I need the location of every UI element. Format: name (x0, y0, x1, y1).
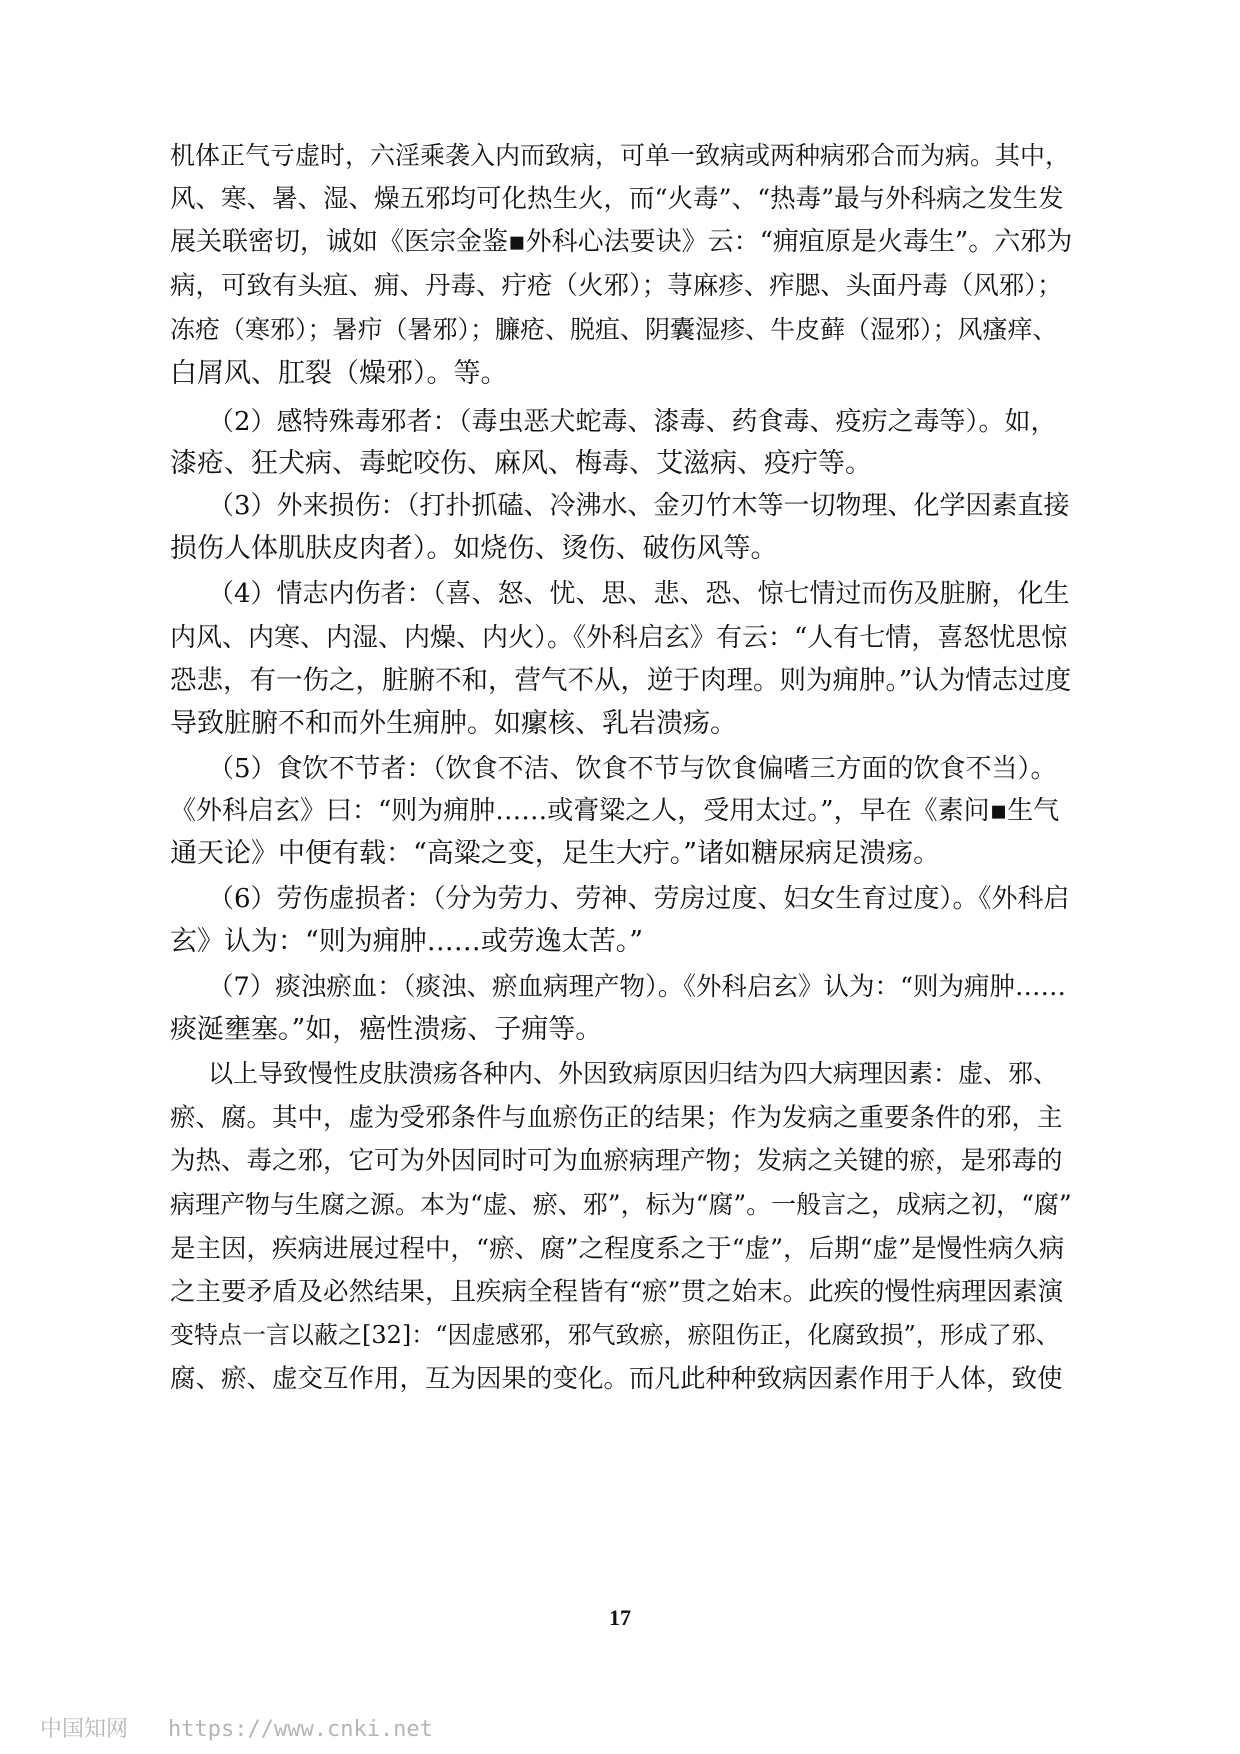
text-line: 内风、内寒、内湿、内燥、内火）。《外科启玄》有云：“人有七情，喜怒忧思惊 (170, 623, 1068, 653)
text-line: 之主要矛盾及必然结果，且疾病全程皆有“瘀”贯之始末。此疾的慢性病理因素演 (170, 1277, 1064, 1307)
text-line: 机体正气亏虚时，六淫乘袭入内而致病，可单一致病或两种病邪合而为病。其中， (170, 141, 1071, 170)
watermark (40, 1712, 433, 1743)
text-line: 通天论》中便有载：“高粱之变，足生大疔。”诸如糖尿病足溃疡。 (170, 838, 941, 869)
text-line: 冻疮（寒邪）；暑疖（暑邪）；臁疮、脱疽、阴囊湿疹、牛皮藓（湿邪）；风瘙痒、 (170, 315, 1058, 344)
text-line: 玄》认为：“则为痈肿……或劳逸太苦。” (170, 926, 644, 957)
text-line: （6）劳伤虚损者：（分为劳力、劳神、劳房过度、妇女生育过度）。《外科启 (208, 884, 1070, 914)
text-line: （2）感特殊毒邪者：（毒虫恶犬蛇毒、漆毒、药食毒、疫疠之毒等）。如， (208, 407, 1057, 437)
text-line: （5）食饮不节者：（饮食不洁、饮食不节与饮食偏嗜三方面的饮食不当）。 (208, 754, 1057, 784)
text-line: 导致脏腑不和而外生痈肿。如瘰核、乳岩溃疡。 (170, 708, 737, 739)
page-number: 17 (609, 1605, 631, 1630)
text-line: 以上导致慢性皮肤溃疡各种内、外因致病原因归结为四大病理因素：虚、邪、 (208, 1059, 1059, 1088)
text-line: 白屑风、肛裂（燥邪）。等。 (170, 358, 508, 389)
text-line: 风、寒、暑、湿、燥五邪均可化热生火，而“火毒”、“热毒”最与外科病之发生发 (170, 184, 1064, 214)
text-line: 《外科启玄》曰：“则为痈肿……或膏粱之人，受用太过。”，早在《素问▪生气 (170, 796, 1060, 826)
text-line: （4）情志内伤者：（喜、怒、忧、思、悲、恐、惊七情过而伤及脏腑，化生 (208, 579, 1070, 609)
text-line: 为热、毒之邪，它可为外因同时可为血瘀病理产物；发病之关键的瘀，是邪毒的 (170, 1146, 1063, 1176)
text-line: 损伤人体肌肤皮肉者）。如烧伤、烫伤、破伤风等。 (170, 533, 778, 564)
text-line: 漆疮、狂犬病、毒蛇咬伤、麻风、梅毒、艾滋病、疫疔等。 (170, 448, 872, 479)
watermark-url: https://www.cnki.net (168, 1717, 433, 1742)
text-line: 病理产物与生腐之源。本为“虚、瘀、邪”，标为“腐”。一般言之，成病之初，“腐” (170, 1190, 1072, 1219)
text-line: 展关联密切，诚如《医宗金鉴▪外科心法要诀》云：“痈疽原是火毒生”。六邪为 (170, 227, 1073, 257)
text-line: 变特点一言以蔽之[32]：“因虚感邪，邪气致瘀，瘀阻伤正，化腐致损”，形成了邪、 (170, 1321, 1060, 1349)
text-line: 痰涎壅塞。”如，癌性溃疡、子痈等。 (170, 1014, 603, 1045)
text-line: （7）痰浊瘀血：（痰浊、瘀血病理产物）。《外科启玄》认为：“则为痈肿…… (208, 972, 1067, 1002)
text-line: 腐、瘀、虚交互作用，互为因果的变化。而凡此种种致病因素作用于人体，致使 (170, 1364, 1063, 1394)
text-line: 是主因，疾病进展过程中，“瘀、腐”之程度系之于“虚”，后期“虚”是慢性病久病 (170, 1234, 1065, 1264)
watermark-brand: 中国知网 (40, 1717, 129, 1742)
text-line: 病，可致有头疽、痈、丹毒、疔疮（火邪）；荨麻疹、痄腮、头面丹毒（风邪）； (170, 271, 1063, 301)
text-line: 恐悲，有一伤之，脏腑不和，营气不从，逆于肉理。则为痈肿。”认为情志过度 (170, 665, 1072, 696)
text-line: （3）外来损伤：（打扑抓磕、冷沸水、金刃竹木等一切物理、化学因素直接 (208, 491, 1070, 521)
text-line: 瘀、腐。其中，虚为受邪条件与血瘀伤正的结果；作为发病之重要条件的邪，主 (170, 1103, 1063, 1133)
